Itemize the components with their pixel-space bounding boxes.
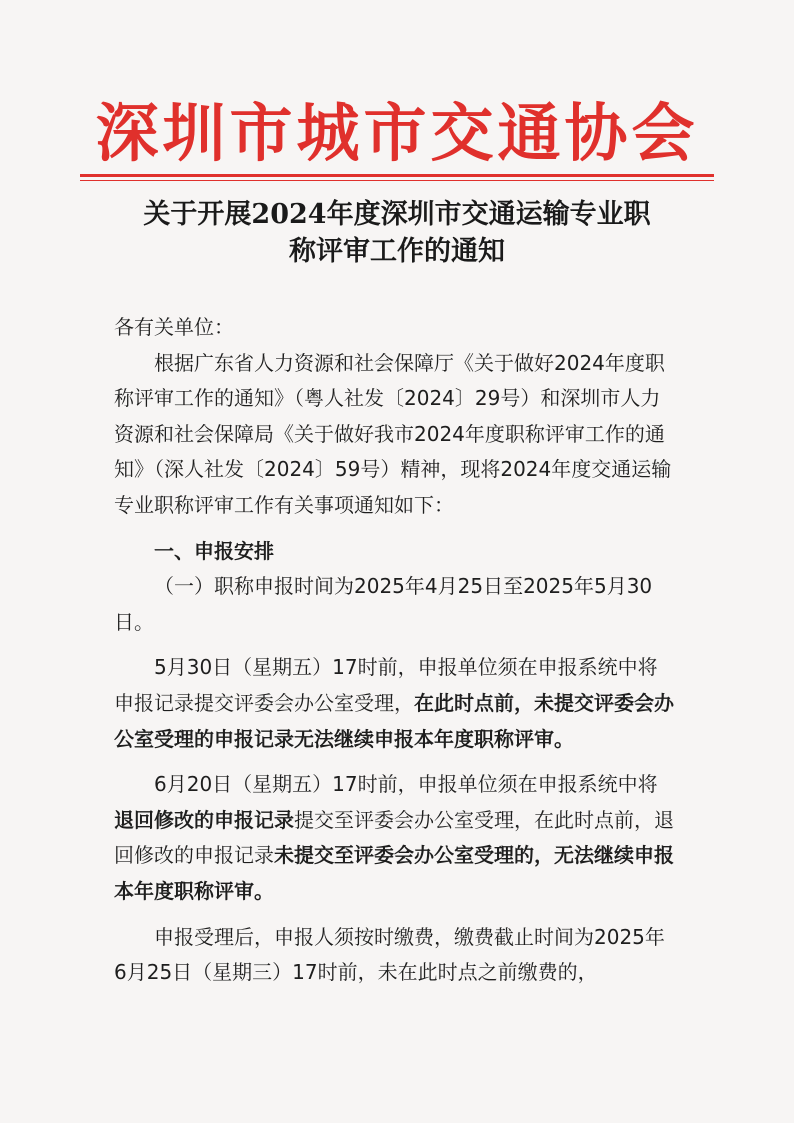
document-title-line-1: 关于开展2024年度深圳市交通运输专业职	[143, 199, 651, 230]
deadline-2-text-a: 6月20日（星期五）17时前，申报单位须在申报系统中将	[154, 772, 658, 797]
organization-letterhead: 深圳市城市交通协会	[95, 96, 699, 170]
salutation: 各有关单位：	[114, 315, 234, 339]
item-1-paragraph: （一）职称申报时间为2025年4月25日至2025年5月30日。	[114, 574, 653, 634]
document-title-line-2: 称评审工作的通知	[289, 236, 505, 267]
deadline-2-emphasis-b: 未提交至评委会办公室受理的，无法继续申报本年度职称评审。	[114, 843, 674, 903]
document-title	[100, 196, 694, 270]
payment-paragraph: 申报受理后，申报人须按时缴费，缴费截止时间为2025年6月25日（星期三）17时前，未在此时点之前缴费的，	[114, 924, 665, 985]
deadline-2-emphasis-a: 退回修改的申报记录	[114, 807, 294, 832]
intro-paragraph: 根据广东省人力资源和社会保障厅《关于做好2024年度职称评审工作的通知》（粤人社发〔2024〕29号）和深圳市人力资源和社会保障局《关于做好我市2024年度职称评审工作的通知》（深人社发〔2024〕59号）精神，现将2024年度交通运输专业职称评审工作有关事项通知如下：	[114, 350, 672, 517]
section-heading-1: 一、申报安排	[154, 538, 274, 563]
letterhead-red-rule-thick	[80, 174, 714, 177]
deadline-1-text: 5月30日（星期五）17时前，申报单位须在申报系统中将申报记录提交评委会办公室受理，	[114, 655, 658, 715]
letterhead-red-rule-thin	[80, 180, 714, 181]
deadline-paragraph-2	[114, 767, 674, 909]
document-body	[114, 310, 674, 991]
deadline-2-text-b: 提交至评委会办公室受理，在此时点前，退回修改的申报记录	[114, 807, 674, 868]
deadline-paragraph-1	[114, 650, 674, 757]
deadline-1-emphasis: 在此时点前，未提交评委会办公室受理的申报记录无法继续申报本年度职称评审。	[114, 690, 674, 751]
